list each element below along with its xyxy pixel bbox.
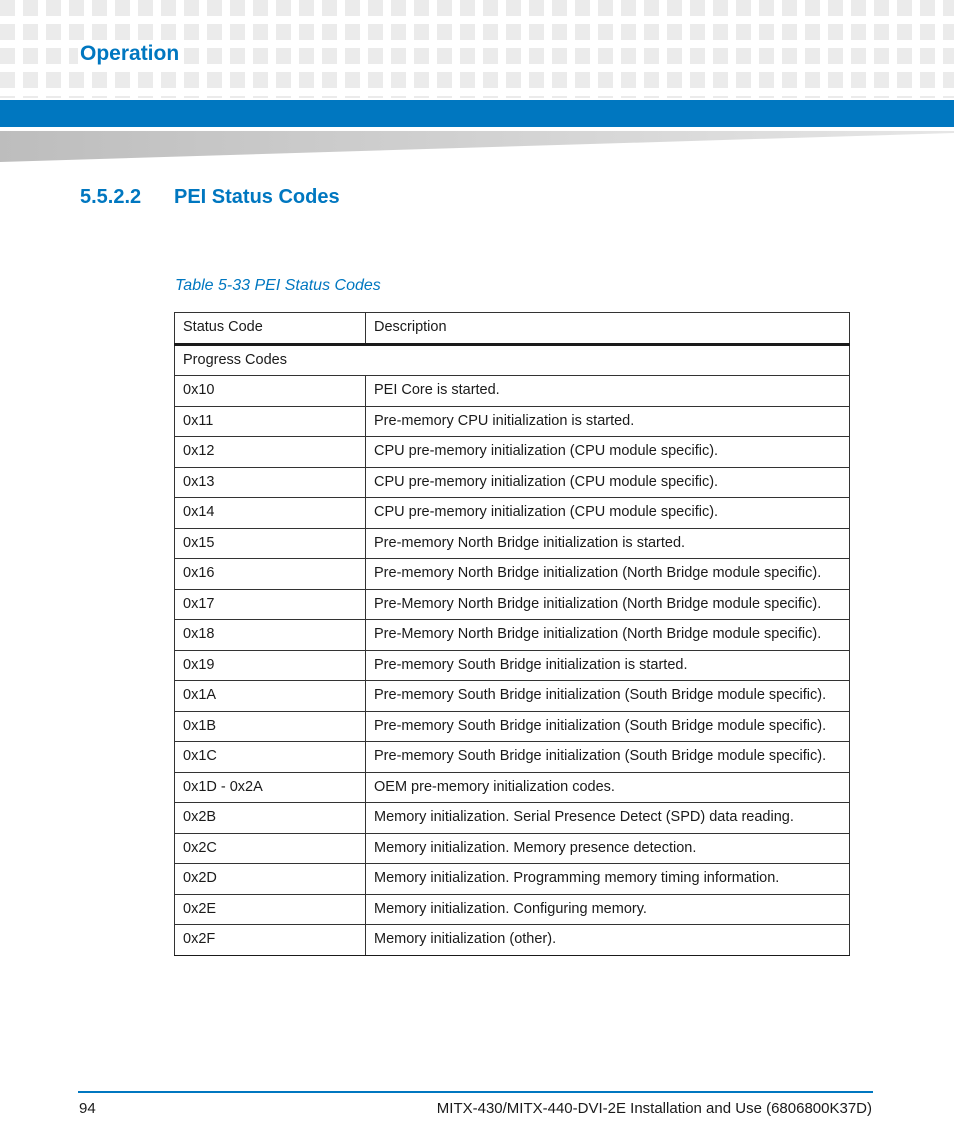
table-row — [175, 528, 850, 559]
table-row — [175, 803, 850, 834]
description-cell: OEM pre-memory initialization codes. — [366, 772, 850, 803]
table-header-row — [175, 313, 850, 345]
description-cell: Pre-memory CPU initialization is started. — [366, 406, 850, 437]
section-title: PEI Status Codes — [174, 186, 340, 208]
table-row — [175, 742, 850, 773]
status-code-cell: 0x19 — [175, 650, 366, 681]
description-cell: Pre-memory South Bridge initialization is started. — [366, 650, 850, 681]
table-row — [175, 467, 850, 498]
status-code-cell: 0x2C — [175, 833, 366, 864]
table-row — [175, 437, 850, 468]
table-row — [175, 711, 850, 742]
document-title: MITX-430/MITX-440-DVI-2E Installation and Use (6806800K37D) — [436, 1100, 872, 1117]
group-row — [175, 344, 850, 376]
description-cell: CPU pre-memory initialization (CPU module specific). — [366, 498, 850, 529]
status-code-cell: 0x10 — [175, 376, 366, 407]
status-code-cell: 0x2D — [175, 864, 366, 895]
status-code-cell: 0x17 — [175, 589, 366, 620]
chapter-title: Operation — [78, 40, 181, 68]
status-code-cell: 0x2E — [175, 894, 366, 925]
description-cell: Memory initialization. Memory presence detection. — [366, 833, 850, 864]
status-code-cell: 0x1A — [175, 681, 366, 712]
section-heading — [80, 183, 340, 211]
table-row — [175, 498, 850, 529]
table-row — [175, 894, 850, 925]
status-code-cell: 0x16 — [175, 559, 366, 590]
table-row — [175, 650, 850, 681]
description-cell: Pre-memory North Bridge initialization (North Bridge module specific). — [366, 559, 850, 590]
description-cell: Memory initialization. Configuring memory. — [366, 894, 850, 925]
description-cell: Memory initialization. Serial Presence Detect (SPD) data reading. — [366, 803, 850, 834]
table-row — [175, 864, 850, 895]
header-wedge — [0, 131, 954, 162]
status-code-cell: 0x1D - 0x2A — [175, 772, 366, 803]
status-code-cell: 0x2F — [175, 925, 366, 956]
description-cell: Pre-memory South Bridge initialization (South Bridge module specific). — [366, 742, 850, 773]
table-caption: Table 5-33 PEI Status Codes — [175, 277, 381, 294]
status-code-cell: 0x18 — [175, 620, 366, 651]
header-band — [0, 100, 954, 127]
table-row — [175, 589, 850, 620]
table-row — [175, 772, 850, 803]
description-cell: CPU pre-memory initialization (CPU module specific). — [366, 437, 850, 468]
group-label: Progress Codes — [175, 344, 850, 376]
status-code-cell: 0x1B — [175, 711, 366, 742]
table-row — [175, 681, 850, 712]
status-code-cell: 0x15 — [175, 528, 366, 559]
description-cell: Pre-memory South Bridge initialization (South Bridge module specific). — [366, 681, 850, 712]
status-code-cell: 0x12 — [175, 437, 366, 468]
page-number: 94 — [79, 1100, 96, 1117]
status-code-cell: 0x14 — [175, 498, 366, 529]
table-row — [175, 559, 850, 590]
table-row — [175, 376, 850, 407]
description-cell: Pre-Memory North Bridge initialization (North Bridge module specific). — [366, 620, 850, 651]
table-row — [175, 406, 850, 437]
status-code-cell: 0x11 — [175, 406, 366, 437]
table-row — [175, 833, 850, 864]
table-row — [175, 925, 850, 956]
description-cell: Pre-Memory North Bridge initialization (North Bridge module specific). — [366, 589, 850, 620]
status-code-cell: 0x1C — [175, 742, 366, 773]
column-header-description: Description — [366, 313, 850, 345]
description-cell: Pre-memory South Bridge initialization (South Bridge module specific). — [366, 711, 850, 742]
description-cell: CPU pre-memory initialization (CPU module specific). — [366, 467, 850, 498]
description-cell: Memory initialization (other). — [366, 925, 850, 956]
status-code-cell: 0x2B — [175, 803, 366, 834]
table-row — [175, 620, 850, 651]
footer-rule — [78, 1091, 873, 1093]
status-codes-table — [174, 312, 850, 956]
column-header-status-code: Status Code — [175, 313, 366, 345]
status-code-cell: 0x13 — [175, 467, 366, 498]
description-cell: Memory initialization. Programming memory timing information. — [366, 864, 850, 895]
section-number: 5.5.2.2 — [80, 186, 142, 208]
description-cell: Pre-memory North Bridge initialization is started. — [366, 528, 850, 559]
description-cell: PEI Core is started. — [366, 376, 850, 407]
